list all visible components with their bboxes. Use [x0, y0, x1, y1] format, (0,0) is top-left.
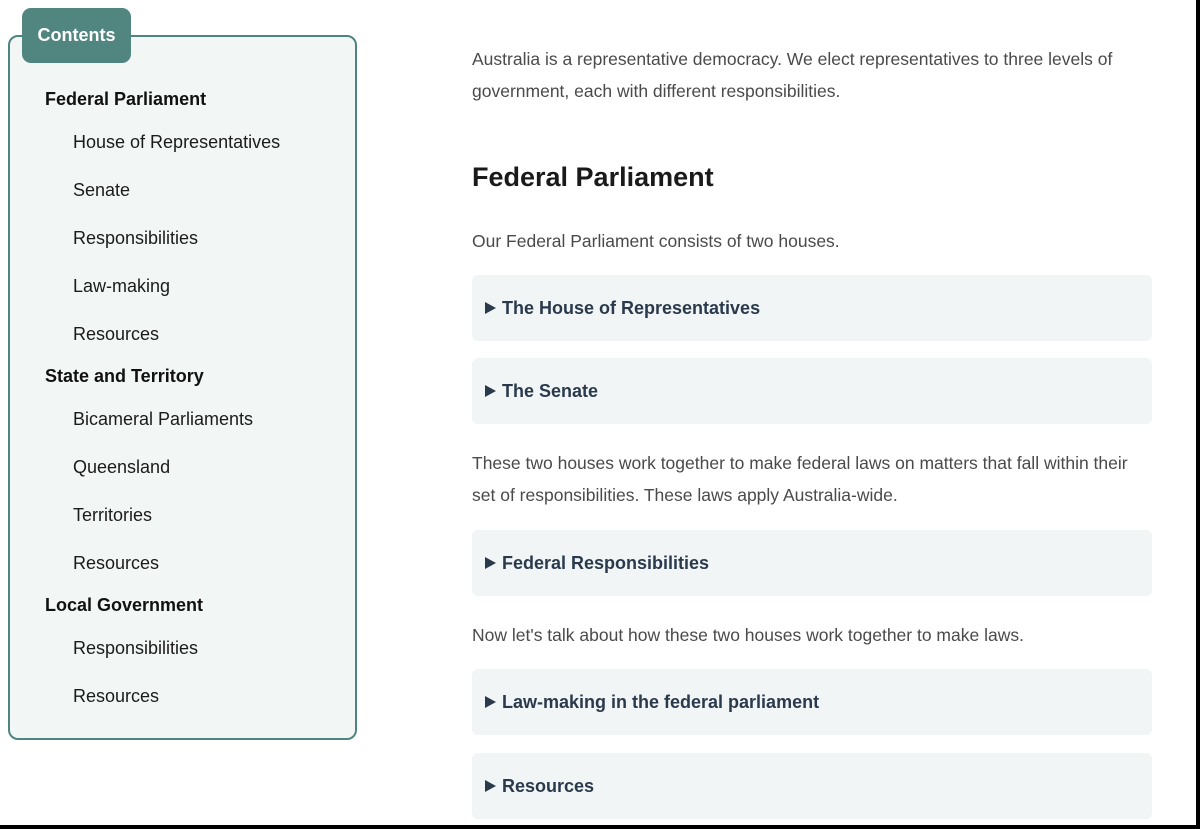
details-summary: Law-making in the federal parliament — [502, 691, 820, 712]
triangle-right-icon — [485, 696, 496, 708]
paragraph-two-houses: Our Federal Parliament consists of two houses. — [472, 231, 840, 251]
details-summary: The House of Representatives — [502, 297, 761, 318]
contents-badge: Contents — [22, 8, 131, 63]
toc-item-territories[interactable]: Territories — [73, 505, 153, 525]
details-summary: Federal Responsibilities — [502, 552, 710, 573]
toc-item-local-responsibilities[interactable]: Responsibilities — [73, 638, 199, 658]
toc-item-bicameral-parliaments[interactable]: Bicameral Parliaments — [73, 409, 254, 429]
paragraph-federal-laws: These two houses work together to make federal laws on matters that fall within their set of responsibilities. These laws apply Australia-wide. — [472, 453, 1128, 505]
toc-item-federal-resources[interactable]: Resources — [73, 324, 160, 344]
triangle-right-icon — [485, 385, 496, 397]
toc-item-federal-responsibilities[interactable]: Responsibilities — [73, 228, 199, 248]
toc-group-local-government[interactable]: Local Government — [45, 595, 204, 615]
section-heading: Federal Parliament — [472, 162, 714, 192]
toc-item-house-of-representatives[interactable]: House of Representatives — [73, 132, 281, 152]
toc-item-law-making[interactable]: Law-making — [73, 276, 171, 296]
paragraph-law-making-intro: Now let's talk about how these two houses work together to make laws. — [472, 625, 1024, 645]
triangle-right-icon — [485, 780, 496, 792]
toc-item-queensland[interactable]: Queensland — [73, 457, 171, 477]
details-law-making[interactable] — [472, 669, 1152, 735]
toc-item-local-resources[interactable]: Resources — [73, 686, 160, 706]
triangle-right-icon — [485, 302, 496, 314]
triangle-right-icon — [485, 557, 496, 569]
details-resources[interactable] — [472, 753, 1152, 819]
details-summary: Resources — [502, 775, 595, 796]
toc-group-federal-parliament[interactable]: Federal Parliament — [45, 89, 207, 109]
details-senate[interactable] — [472, 358, 1152, 424]
details-federal-responsibilities[interactable] — [472, 530, 1152, 596]
details-summary: The Senate — [502, 380, 599, 401]
toc-item-senate[interactable]: Senate — [73, 180, 131, 200]
toc-item-state-resources[interactable]: Resources — [73, 553, 160, 573]
table-of-contents — [8, 35, 357, 740]
intro-paragraph: Australia is a representative democracy. We elect representatives to three levels of government, each with different responsibilities. — [472, 49, 1113, 101]
details-house-of-representatives[interactable] — [472, 275, 1152, 341]
toc-group-state-and-territory[interactable]: State and Territory — [45, 366, 204, 386]
